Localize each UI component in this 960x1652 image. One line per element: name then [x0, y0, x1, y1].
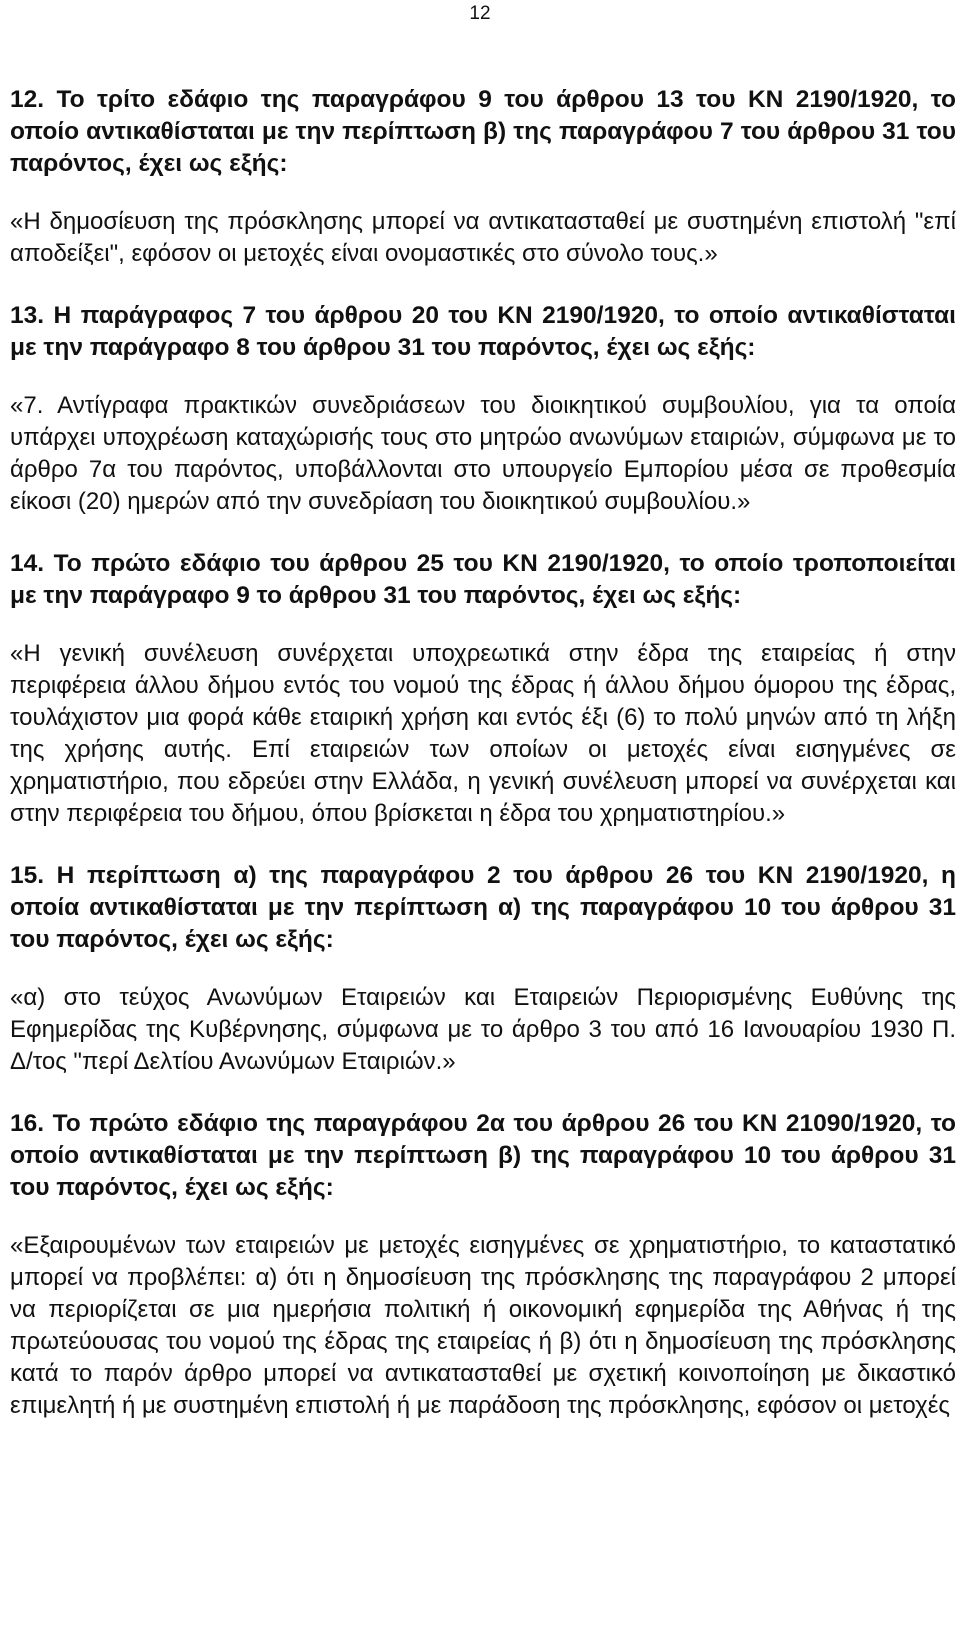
- document-body: [10, 84, 956, 1452]
- section-heading: 16. Το πρώτο εδάφιο της παραγράφου 2α του άρθρου 26 του ΚΝ 21090/1920, το οποίο αντικαθίσταται με την περίπτωση β) της παραγράφου 10 του άρθρου 31 του παρόντος, έχει ως εξής:: [10, 1110, 956, 1201]
- section-quote: «α) στο τεύχος Ανωνύμων Εταιρειών και Εταιρειών Περιορισμένης Ευθύνης της Εφημερίδας της Κυβέρνησης, σύμφωνα με το άρθρο 3 του από 16 Ιανουαρίου 1930 Π. Δ/τος "περί Δελτίου Ανωνύμων Εταιριών.»: [10, 984, 956, 1075]
- section-14: [10, 548, 956, 830]
- section-13: [10, 300, 956, 518]
- section-heading: 12. Το τρίτο εδάφιο της παραγράφου 9 του άρθρου 13 του ΚΝ 2190/1920, το οποίο αντικαθίσταται με την περίπτωση β) της παραγράφου 7 του άρθρου 31 του παρόντος, έχει ως εξής:: [10, 86, 956, 177]
- section-16: [10, 1108, 956, 1422]
- page-number: 12: [469, 3, 491, 24]
- section-quote: «7. Αντίγραφα πρακτικών συνεδριάσεων του διοικητικού συμβουλίου, για τα οποία υπάρχει υποχρέωση καταχώρισής τους στο μητρώο ανωνύμων εταιριών, σύμφωνα με το άρθρο 7α του παρόντος, υποβάλλονται στο υπουργείο Εμπορίου μέσα σε προθεσμία είκοσι (20) ημερών από την συνεδρίαση του διοικητικού συμβουλίου.»: [10, 392, 956, 515]
- section-heading: 14. Το πρώτο εδάφιο του άρθρου 25 του ΚΝ 2190/1920, το οποίο τροποποιείται με την παράγραφο 9 το άρθρου 31 του παρόντος, έχει ως εξής:: [10, 550, 956, 609]
- section-12: [10, 84, 956, 270]
- section-quote: «Η γενική συνέλευση συνέρχεται υποχρεωτικά στην έδρα της εταιρείας ή στην περιφέρεια άλλου δήμου εντός του νομού της έδρας ή άλλου δήμου όμορου της έδρας, τουλάχιστον μια φορά κάθε εταιρική χρήση και εντός έξι (6) το πολύ μηνών από τη λήξη της χρήσης αυτής. Επί εταιρειών των οποίων οι μετοχές είναι εισηγμένες σε χρηματιστήριο, που εδρεύει στην Ελλάδα, η γενική συνέλευση μπορεί να συνέρχεται και στην περιφέρεια του δήμου, όπου βρίσκεται η έδρα του χρηματιστηρίου.»: [10, 640, 956, 827]
- section-quote: «Εξαιρουμένων των εταιρειών με μετοχές εισηγμένες σε χρηματιστήριο, το καταστατικό μπορεί να προβλέπει: α) ότι η δημοσίευση της πρόσκλησης της παραγράφου 2 μπορεί να περιορίζεται σε μια ημερήσια πολιτική ή οικονομική εφημερίδα της Αθήνας ή της πρωτεύουσας του νομού της έδρας της εταιρείας ή β) ότι η δημοσίευση της πρόσκλησης κατά το παρόν άρθρο μπορεί να αντικατασταθεί με σχετική κοινοποίηση με δικαστικό επιμελητή ή με συστημένη επιστολή ή με παράδοση της πρόσκλησης, εφόσον οι μετοχές: [10, 1232, 956, 1419]
- section-quote: «Η δημοσίευση της πρόσκλησης μπορεί να αντικατασταθεί με συστημένη επιστολή "επί αποδείξει", εφόσον οι μετοχές είναι ονομαστικές στο σύνολο τους.»: [10, 208, 956, 267]
- section-heading: 13. Η παράγραφος 7 του άρθρου 20 του ΚΝ 2190/1920, το οποίο αντικαθίσταται με την παράγραφο 8 του άρθρου 31 του παρόντος, έχει ως εξής:: [10, 302, 956, 361]
- section-15: [10, 860, 956, 1078]
- section-heading: 15. Η περίπτωση α) της παραγράφου 2 του άρθρου 26 του ΚΝ 2190/1920, η οποία αντικαθίσταται με την περίπτωση α) της παραγράφου 10 του άρθρου 31 του παρόντος, έχει ως εξής:: [10, 862, 956, 953]
